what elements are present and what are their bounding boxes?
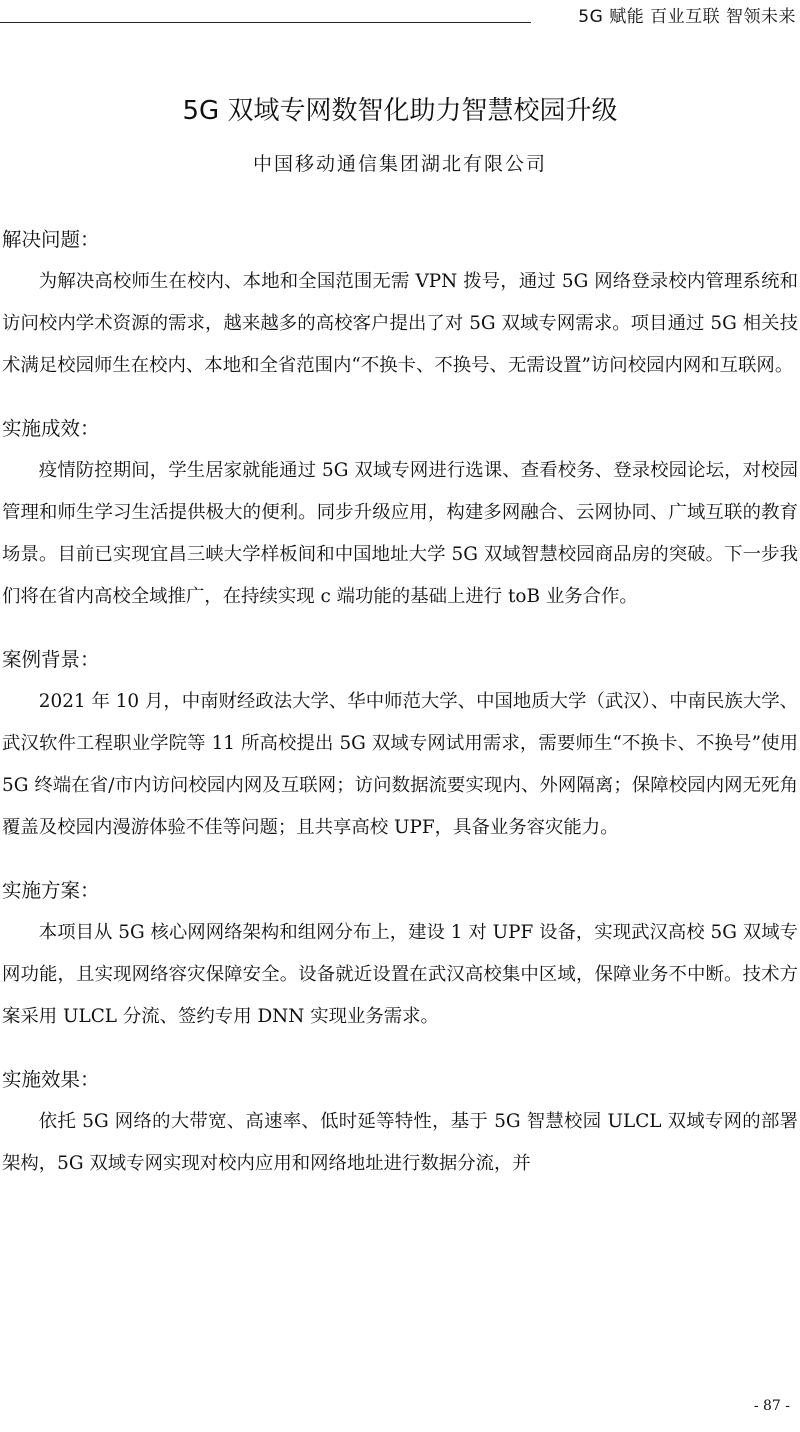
page-number: - 87 - — [753, 1398, 790, 1414]
section-paragraph: 疫情防控期间，学生居家就能通过 5G 双域专网进行选课、查看校务、登录校园论坛，对校园管理和师生学习生活提供极大的便利。同步升级应用，构建多网融合、云网协同、广域互联的教育场景。目前已实现宜昌三峡大学样板间和中国地址大学 5G 双域智慧校园商品房的突破。下一步我们将在省内高校全域推广，在持续实现 c 端功能的基础上进行 toB 业务合作。 — [2, 460, 798, 607]
section-heading: 解决问题： — [2, 228, 100, 251]
section-heading: 实施方案： — [2, 879, 100, 902]
section-heading: 实施效果： — [2, 1068, 100, 1091]
section-paragraph: 为解决高校师生在校内、本地和全国范围无需 VPN 拨号，通过 5G 网络登录校内管理系统和访问校内学术资源的需求，越来越多的高校客户提出了对 5G 双域专网需求。项目通过 5G 相关技术满足校园师生在校内、本地和全省范围内“不换卡、不换号、无需设置”访问校园内网和互联网。 — [2, 271, 798, 376]
section-plan — [2, 870, 798, 1038]
section-results — [2, 408, 798, 618]
section-paragraph: 2021 年 10 月，中南财经政法大学、华中师范大学、中国地质大学（武汉）、中南民族大学、武汉软件工程职业学院等 11 所高校提出 5G 双域专网试用需求，需要师生“不换卡、不换号”使用 5G 终端在省/市内访问校园内网及互联网；访问数据流要实现内、外网隔离；保障校园内网无死角覆盖及校园内漫游体验不佳等问题；且共享高校 UPF，具备业务容灾能力。 — [2, 691, 798, 838]
section-paragraph: 本项目从 5G 核心网网络架构和组网分布上，建设 1 对 UPF 设备，实现武汉高校 5G 双域专网功能，且实现网络容灾保障安全。设备就近设置在武汉高校集中区域，保障业务不中断。技术方案采用 ULCL 分流、签约专用 DNN 实现业务需求。 — [2, 922, 798, 1027]
section-problem — [2, 219, 798, 387]
header-tagline: 5G 赋能 百业互联 智领未来 — [578, 7, 796, 27]
section-heading: 案例背景： — [2, 648, 100, 671]
header-rule — [0, 22, 531, 23]
document-body — [2, 219, 798, 1206]
section-background — [2, 639, 798, 849]
document-organization: 中国移动通信集团湖北有限公司 — [252, 153, 547, 175]
section-heading: 实施成效： — [2, 417, 100, 440]
section-effect — [2, 1059, 798, 1185]
document-title: 5G 双域专网数智化助力智慧校园升级 — [182, 96, 618, 126]
section-paragraph: 依托 5G 网络的大带宽、高速率、低时延等特性，基于 5G 智慧校园 ULCL 双域专网的部署架构，5G 双域专网实现对校内应用和网络地址进行数据分流，并 — [2, 1111, 798, 1174]
page-header — [0, 0, 800, 30]
